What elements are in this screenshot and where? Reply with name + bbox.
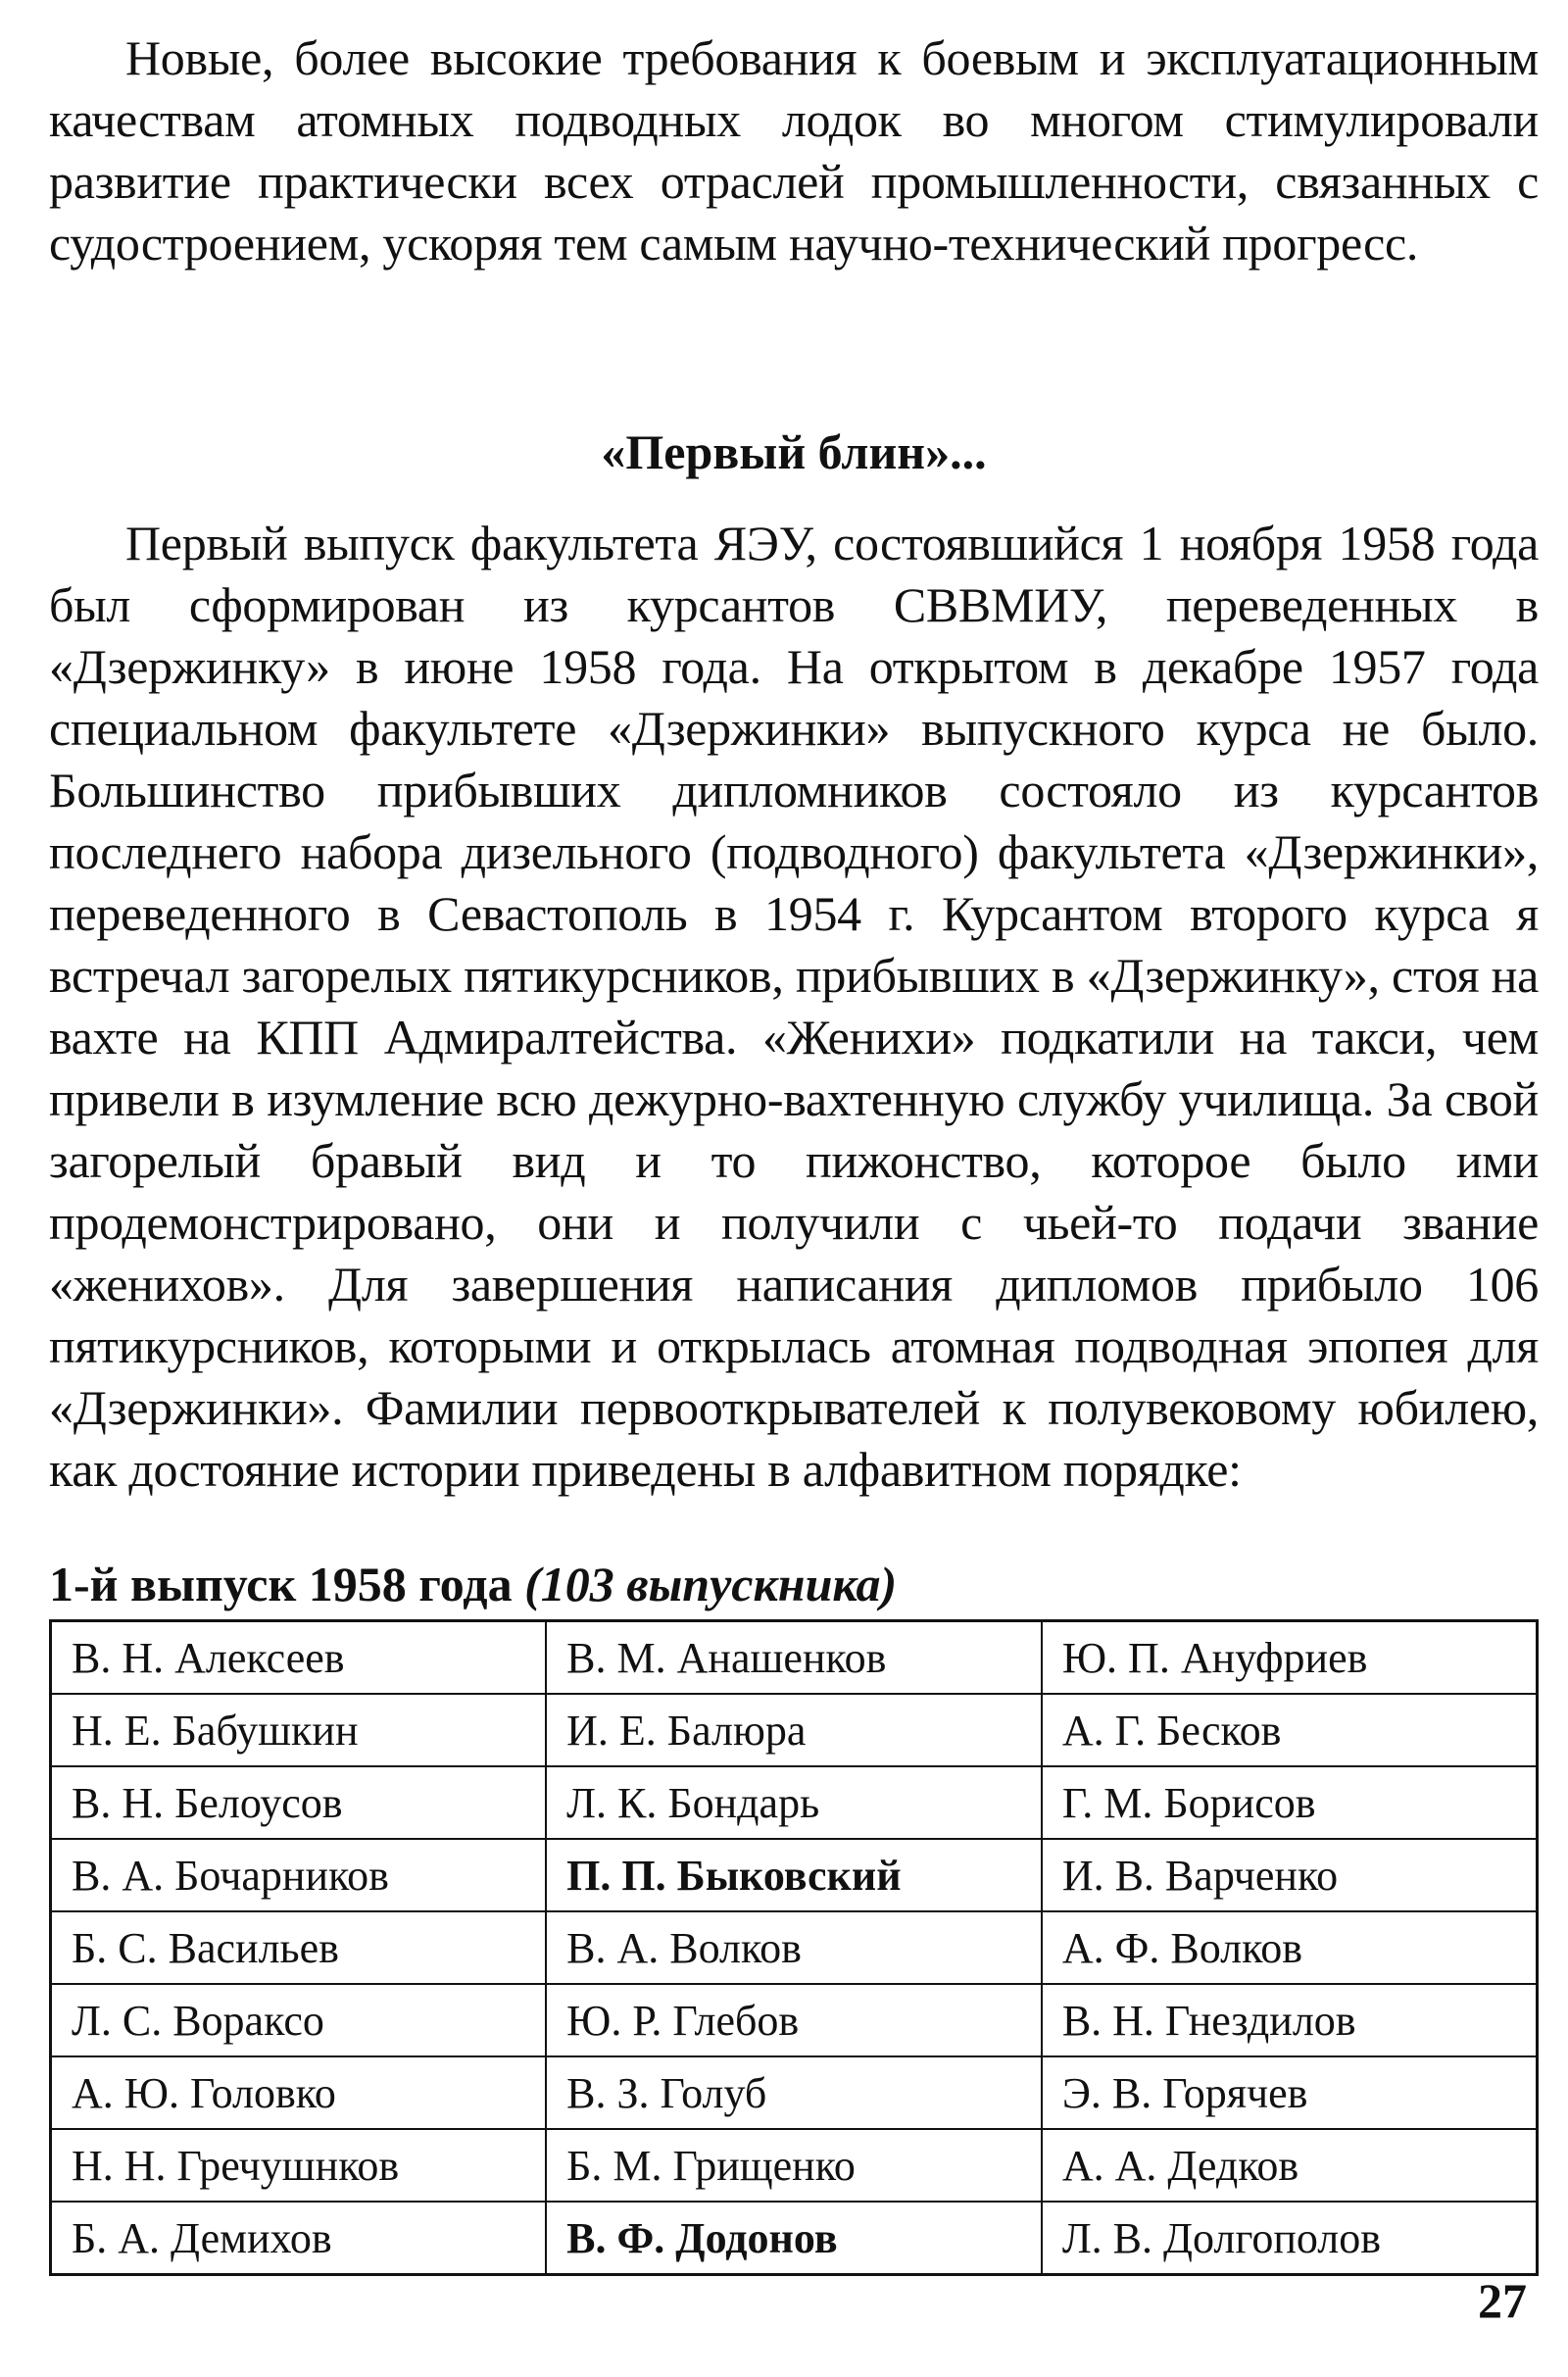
table-cell-highlighted: В. Ф. Додонов bbox=[546, 2202, 1042, 2275]
table-cell: Б. С. Васильев bbox=[51, 1911, 547, 1984]
table-row bbox=[51, 2202, 1538, 2275]
table-cell-highlighted: П. П. Быковский bbox=[546, 1839, 1042, 1911]
table-cell: В. А. Волков bbox=[546, 1911, 1042, 1984]
table-row bbox=[51, 1694, 1538, 1766]
table-cell: Ю. П. Ануфриев bbox=[1042, 1621, 1538, 1695]
table-cell: Л. В. Долгополов bbox=[1042, 2202, 1538, 2275]
table-cell: В. Н. Гнездилов bbox=[1042, 1984, 1538, 2056]
table-cell: А. Г. Бесков bbox=[1042, 1694, 1538, 1766]
table-row bbox=[51, 2129, 1538, 2202]
table-cell: Г. М. Борисов bbox=[1042, 1766, 1538, 1839]
table-cell: В. Н. Алексеев bbox=[51, 1621, 547, 1695]
book-page bbox=[49, 27, 1539, 2276]
paragraph-first-graduation: Первый выпуск факультета ЯЭУ, состоявшийся 1 ноября 1958 года был сформирован из курсантов СВВМИУ, переведенных в «Дзержинку» в июне 1958 года. На открытом в декабре 1957 года специальном факультете «Дзержинки» выпускного курса не было. Большинство прибывших дипломников состояло из курсантов последнего набора дизельного (подводного) факультета «Дзержинки», переведенного в Севастополь в 1954 г. Курсантом второго курса я встречал загорелых пятикурсников, прибывших в «Дзержинку», стоя на вахте на КПП Адмиралтейства. «Женихи» подкатили на такси, чем привели в изумление всю дежурно-вахтенную службу училища. За свой загорелый бравый вид и то пижонство, которое было ими продемонстрировано, они и получили с чьей-то подачи звание «женихов». Для завершения написания дипломов прибыло 106 пятикурсников, которыми и открылась атомная подводная эпопея для «Дзержинки». Фамилии первооткрывателей к полувековому юбилею, как достояние истории приведены в алфавитном порядке: bbox=[49, 516, 1539, 1497]
table-cell: Ю. Р. Глебов bbox=[546, 1984, 1042, 2056]
table-cell: В. Н. Белоусов bbox=[51, 1766, 547, 1839]
page-number: 27 bbox=[1478, 2273, 1527, 2328]
table-cell: Н. Н. Гречушнков bbox=[51, 2129, 547, 2202]
table-cell: В. М. Анашенков bbox=[546, 1621, 1042, 1695]
table-caption bbox=[49, 1555, 1539, 1613]
table-cell: В. З. Голуб bbox=[546, 2056, 1042, 2129]
table-row bbox=[51, 1766, 1538, 1839]
graduates-table bbox=[49, 1619, 1539, 2276]
table-caption-note: (103 выпускника) bbox=[524, 1557, 898, 1611]
table-cell: Э. В. Горячев bbox=[1042, 2056, 1538, 2129]
table-cell: А. А. Дедков bbox=[1042, 2129, 1538, 2202]
table-cell: Л. С. Вораксо bbox=[51, 1984, 547, 2056]
table-cell: А. Ю. Головко bbox=[51, 2056, 547, 2129]
table-cell: В. А. Бочарников bbox=[51, 1839, 547, 1911]
table-cell: Б. М. Грищенко bbox=[546, 2129, 1042, 2202]
section-heading: «Первый блин»... bbox=[601, 424, 987, 479]
table-cell: И. В. Варченко bbox=[1042, 1839, 1538, 1911]
table-row bbox=[51, 1911, 1538, 1984]
table-row bbox=[51, 1984, 1538, 2056]
table-cell: Н. Е. Бабушкин bbox=[51, 1694, 547, 1766]
paragraph-intro: Новые, более высокие требования к боевым и эксплуатационным качествам атомных подводных лодок во многом стимулировали развитие практически всех отраслей промышленности, связанных с судостроением, ускоряя тем самым научно-технический прогресс. bbox=[49, 30, 1539, 271]
table-caption-title: 1-й выпуск 1958 года bbox=[49, 1557, 513, 1611]
table-row bbox=[51, 2056, 1538, 2129]
table-cell: А. Ф. Волков bbox=[1042, 1911, 1538, 1984]
table-row bbox=[51, 1839, 1538, 1911]
table-cell: Л. К. Бондарь bbox=[546, 1766, 1042, 1839]
table-cell: Б. А. Демихов bbox=[51, 2202, 547, 2275]
table-cell: И. Е. Балюра bbox=[546, 1694, 1042, 1766]
table-row bbox=[51, 1621, 1538, 1695]
